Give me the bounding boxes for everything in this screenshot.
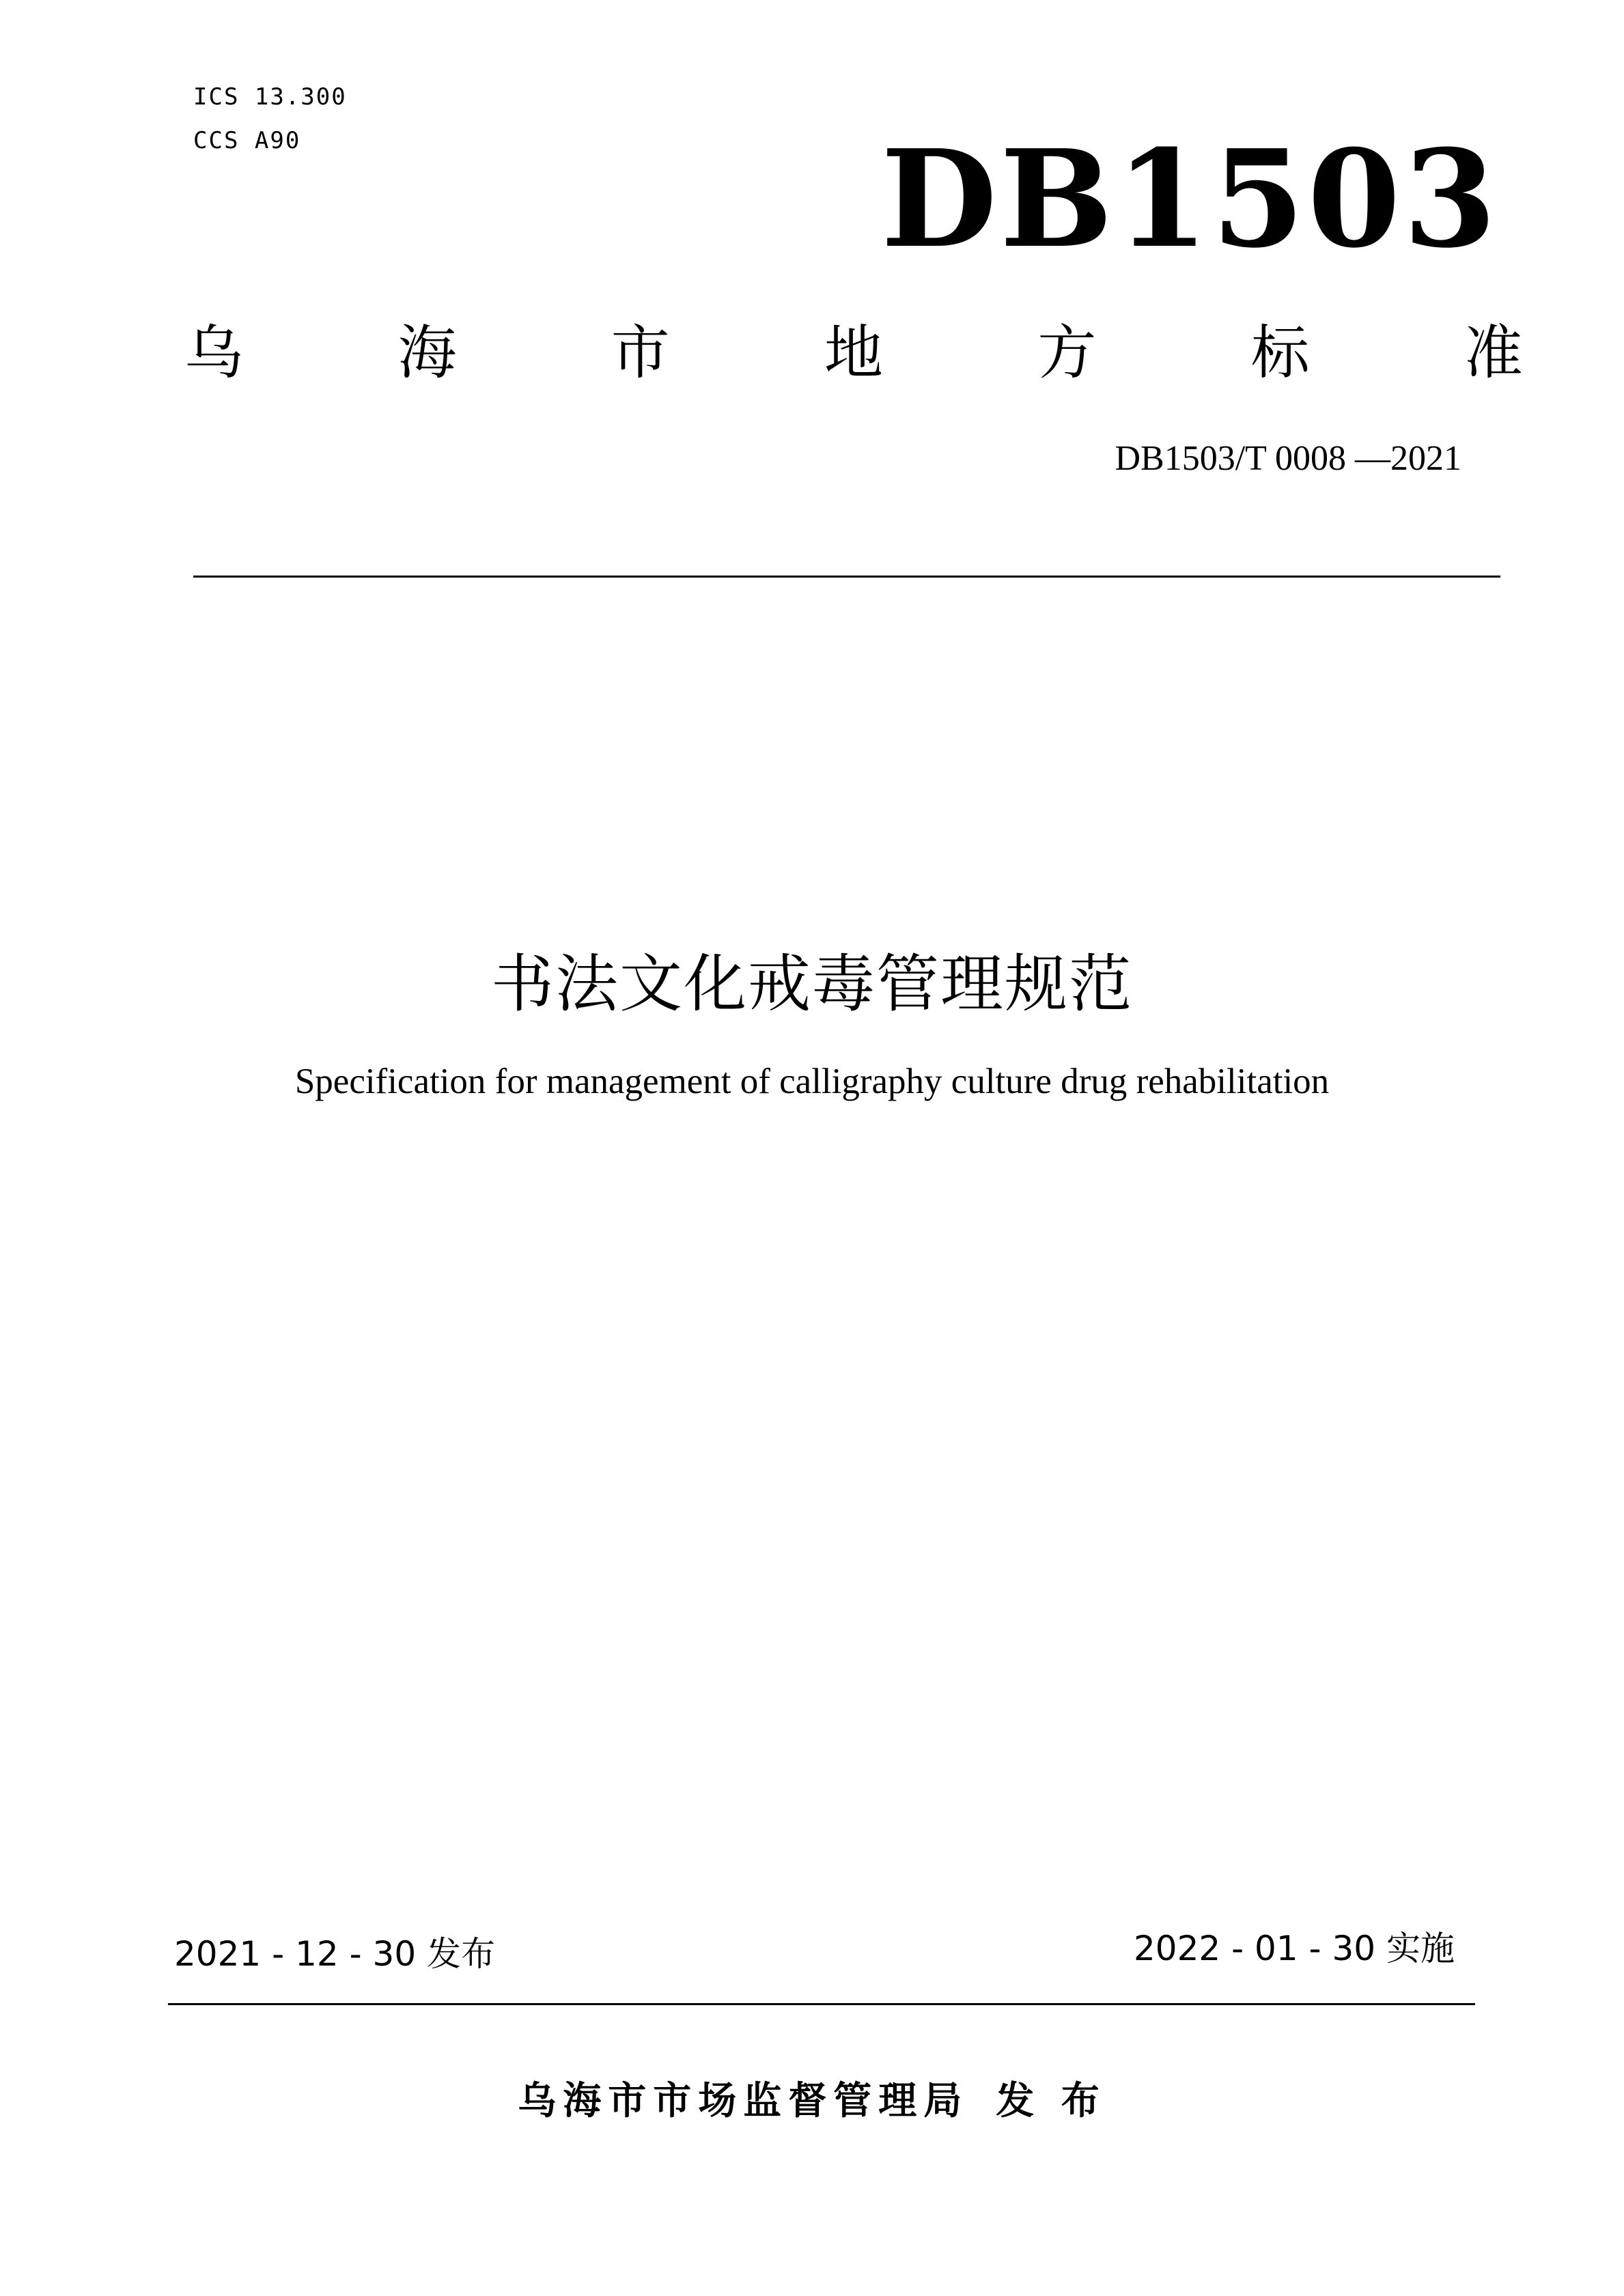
ccs-code: CCS A90 <box>193 127 301 154</box>
standard-type-char: 乌 <box>184 319 243 387</box>
standard-type-char: 方 <box>1037 319 1097 387</box>
standard-type-char: 准 <box>1464 319 1523 387</box>
implementation-date: 2022 - 01 - 30 实施 <box>1133 1929 1455 1968</box>
standard-number: DB1503/T 0008 —2021 <box>1115 439 1461 478</box>
top-divider <box>193 576 1500 578</box>
standard-type-char: 标 <box>1250 319 1310 387</box>
standard-type-heading <box>184 315 1523 391</box>
standard-mark: DB1503 <box>881 121 1500 278</box>
document-title-chinese: 书法文化戒毒管理规范 <box>490 948 1133 1021</box>
standard-type-char: 海 <box>397 319 457 387</box>
ics-code: ICS 13.300 <box>193 83 347 111</box>
issue-date: 2021 - 12 - 30 发布 <box>174 1934 496 1974</box>
standard-type-char: 地 <box>824 319 883 387</box>
publisher-name: 乌海市市场监督管理局 <box>518 2079 969 2123</box>
standard-type-char: 市 <box>611 319 670 387</box>
document-title-english: Specification for management of calligraphy culture drug rehabilitation <box>294 1062 1330 1101</box>
publisher-action: 发 布 <box>996 2079 1106 2123</box>
bottom-divider <box>168 2003 1475 2005</box>
publisher-line <box>0 2074 1624 2129</box>
